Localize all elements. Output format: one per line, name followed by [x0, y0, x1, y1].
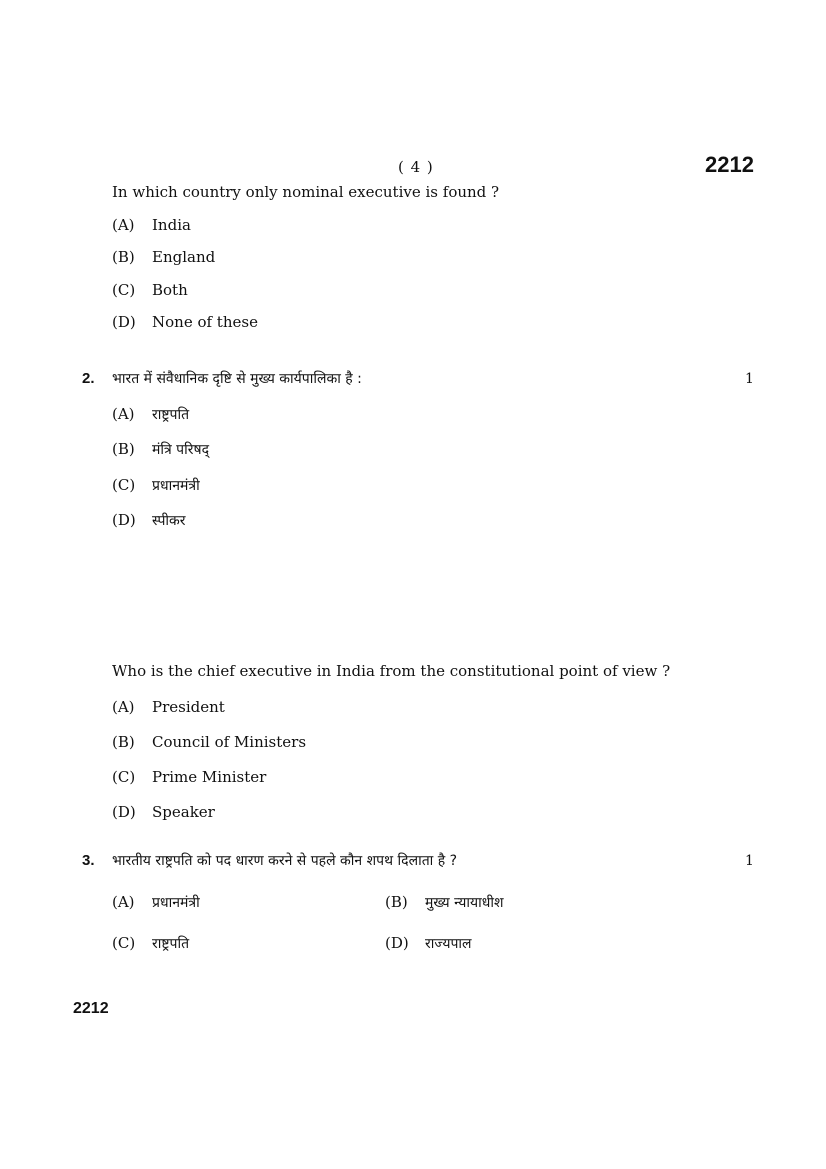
q1-en-stem: In which country only nominal executive is found ? [112, 183, 500, 201]
q3-hi-stem: भारतीय राष्ट्रपति को पद धारण करने से पहले कौन शपथ दिलाता है ? [112, 853, 458, 869]
q2-hi-option-c [112, 476, 200, 495]
option-text: मंत्रि परिषद् [152, 442, 210, 458]
option-text: प्रधानमंत्री [152, 895, 200, 911]
option-label: (C) [112, 934, 136, 952]
option-text: Both [152, 281, 188, 299]
q1-en-option-a [112, 216, 191, 234]
option-label: (A) [112, 216, 135, 234]
option-label: (A) [112, 698, 135, 716]
option-label: (C) [112, 476, 136, 494]
q2-en-option-b [112, 733, 306, 751]
q2-en-stem: Who is the chief executive in India from the constitutional point of view ? [112, 662, 671, 680]
option-text: स्पीकर [152, 513, 186, 529]
option-text: राष्ट्रपति [152, 936, 190, 952]
q2-en-option-a [112, 698, 225, 716]
paper-code-header: 2212 [705, 152, 754, 177]
option-label: (B) [112, 440, 135, 458]
option-label: (B) [385, 893, 408, 911]
paper-code-footer: 2212 [73, 1000, 109, 1017]
option-text: राज्यपाल [425, 936, 472, 952]
option-text: Prime Minister [152, 768, 267, 786]
option-label: (C) [112, 281, 136, 299]
q3-marks: 1 [745, 853, 754, 869]
option-text: None of these [152, 313, 258, 331]
q2-hi-stem: भारत में संवैधानिक दृष्टि से मुख्य कार्यपालिका है : [112, 371, 362, 387]
option-label: (D) [112, 803, 136, 821]
q3-number: 3. [82, 852, 95, 869]
option-text: President [152, 698, 225, 716]
option-text: England [152, 248, 216, 266]
q3-hi-option-b [385, 893, 504, 912]
option-label: (A) [112, 893, 135, 911]
q2-marks: 1 [745, 371, 754, 387]
option-label: (D) [112, 313, 136, 331]
q1-en-option-c [112, 281, 188, 299]
option-label: (B) [112, 248, 135, 266]
page-number: ( 4 ) [398, 158, 434, 176]
q2-en-option-c [112, 768, 266, 786]
q3-hi-option-c [112, 934, 189, 953]
q3-hi-option-a [112, 893, 200, 912]
option-text: मुख्य न्यायाधीश [425, 895, 504, 911]
option-text: राष्ट्रपति [152, 407, 190, 423]
option-label: (D) [385, 934, 409, 952]
q1-en-option-d [112, 313, 258, 331]
option-text: India [152, 216, 191, 234]
q2-hi-option-b [112, 440, 209, 459]
q2-en-option-d [112, 803, 215, 821]
option-label: (D) [112, 511, 136, 529]
option-text: प्रधानमंत्री [152, 478, 200, 494]
option-text: Speaker [152, 803, 215, 821]
q1-en-option-b [112, 248, 215, 266]
option-label: (B) [112, 733, 135, 751]
q2-hi-option-d [112, 511, 186, 530]
option-label: (C) [112, 768, 136, 786]
q3-hi-option-d [385, 934, 472, 953]
q2-number: 2. [82, 370, 95, 387]
q2-hi-option-a [112, 405, 189, 424]
option-text: Council of Ministers [152, 733, 307, 751]
option-label: (A) [112, 405, 135, 423]
